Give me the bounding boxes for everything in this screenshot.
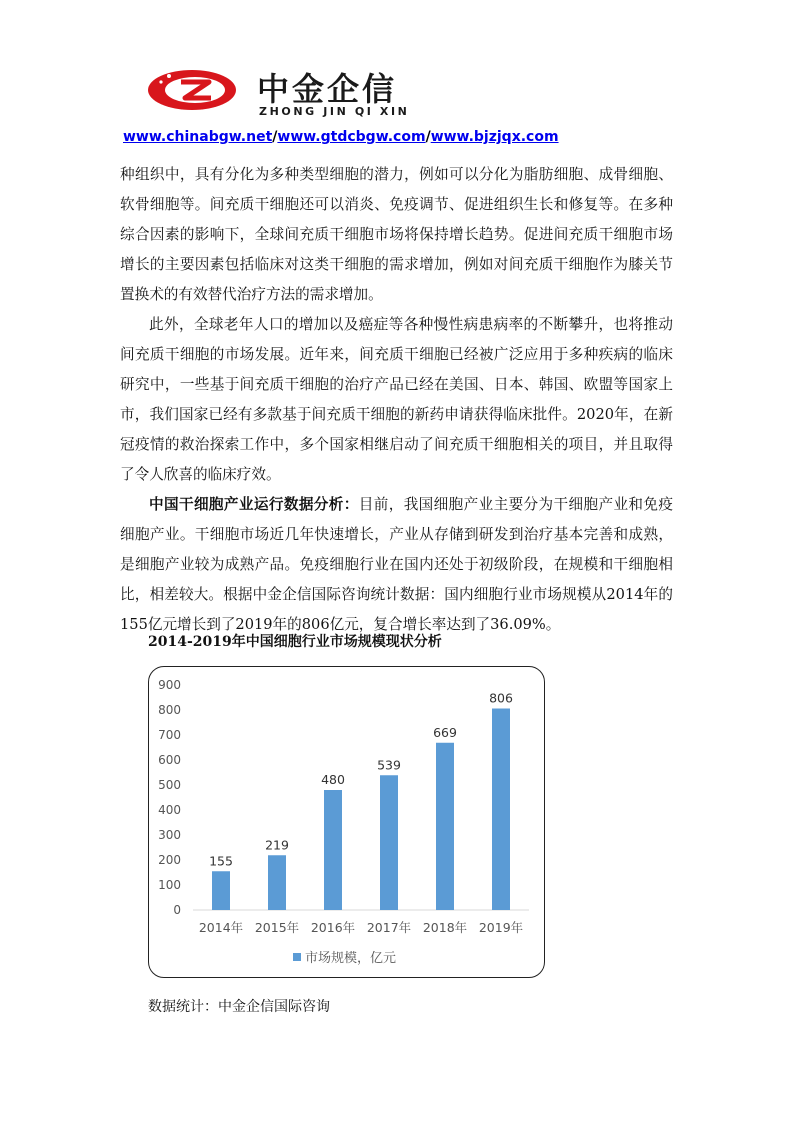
paragraph-3-text: 目前，我国细胞产业主要分为干细胞产业和免疫细胞产业。干细胞市场近几年快速增长，产业从存储到研发到治疗基本完善和成熟，是细胞产业较为成熟产品。免疫细胞行业在国内还处于初级阶段，在规模和干细胞相比，相差较大。根据中金企信国际咨询统计数据：国内细胞行业市场规模从2014年的155亿元增长到了2019年的806亿元，复合增长率达到了36.09%。 [120,496,673,633]
bar [324,790,342,910]
logo-en-text: ZHONG JIN QI XIN [259,105,410,118]
bar [380,775,398,910]
y-tick-label: 300 [158,828,181,842]
bar [436,743,454,910]
x-tick-label: 2014年 [198,920,244,935]
x-tick-label: 2016年 [310,920,356,935]
y-tick-label: 800 [158,703,181,717]
link-bjzjqx[interactable]: www.bjzjqx.com [430,129,559,145]
data-label: 480 [321,772,345,787]
x-tick-label: 2017年 [366,920,412,935]
y-tick-label: 900 [158,678,181,692]
x-tick-label: 2015年 [254,920,300,935]
paragraph-3-heading: 中国干细胞产业运行数据分析： [149,496,359,513]
website-links [123,129,559,145]
legend-label: 市场规模，亿元 [305,951,397,966]
paragraph-3 [120,490,673,640]
y-tick-label: 700 [158,728,181,742]
y-tick-label: 500 [158,778,181,792]
company-logo [145,66,485,118]
data-label: 219 [265,837,289,853]
y-tick-label: 100 [158,878,181,892]
bar-chart [148,666,545,978]
data-label: 669 [433,724,457,740]
bar [212,871,230,910]
data-label: 806 [489,690,513,706]
y-tick-label: 0 [173,903,181,917]
data-label: 155 [209,853,233,869]
x-tick-label: 2019年 [478,920,524,935]
y-tick-label: 600 [158,753,181,767]
chart-title: 2014-2019年中国细胞行业市场规模现状分析 [148,634,442,650]
article-body [120,160,673,640]
y-tick-label: 200 [158,853,181,867]
x-tick-label: 2018年 [422,920,468,935]
bar [492,709,510,911]
y-tick-label: 400 [158,803,181,817]
logo-cn-text: 中金企信 [257,70,398,108]
link-separator: / [425,129,431,145]
link-chinabgw[interactable]: www.chinabgw.net [123,129,273,145]
link-separator: / [272,129,278,145]
legend-swatch [293,953,301,961]
data-source: 数据统计：中金企信国际咨询 [148,999,330,1015]
paragraph-2: 此外，全球老年人口的增加以及癌症等各种慢性病患病率的不断攀升，也将推动间充质干细胞的市场发展。近年来，间充质干细胞已经被广泛应用于多种疾病的临床研究中，一些基于间充质干细胞的治疗产品已经在美国、日本、韩国、欧盟等国家上市，我们国家已经有多款基于间充质干细胞的新药申请获得临床批件。2020年，在新冠疫情的救治探索工作中，多个国家相继启动了间充质干细胞相关的项目，并且取得了令人欣喜的临床疗效。 [120,316,673,483]
paragraph-1: 种组织中，具有分化为多种类型细胞的潜力，例如可以分化为脂肪细胞、成骨细胞、软骨细胞等。间充质干细胞还可以消炎、免疫调节、促进组织生长和修复等。在多种综合因素的影响下，全球间充质干细胞市场将保持增长趋势。促进间充质干细胞市场增长的主要因素包括临床对这类干细胞的需求增加，例如对间充质干细胞作为膝关节置换术的有效替代治疗方法的需求增加。 [120,166,673,303]
data-label: 539 [377,757,401,773]
link-gtdcbgw[interactable]: www.gtdcbgw.com [277,129,426,145]
bar [268,855,286,910]
chart-canvas [149,667,546,979]
